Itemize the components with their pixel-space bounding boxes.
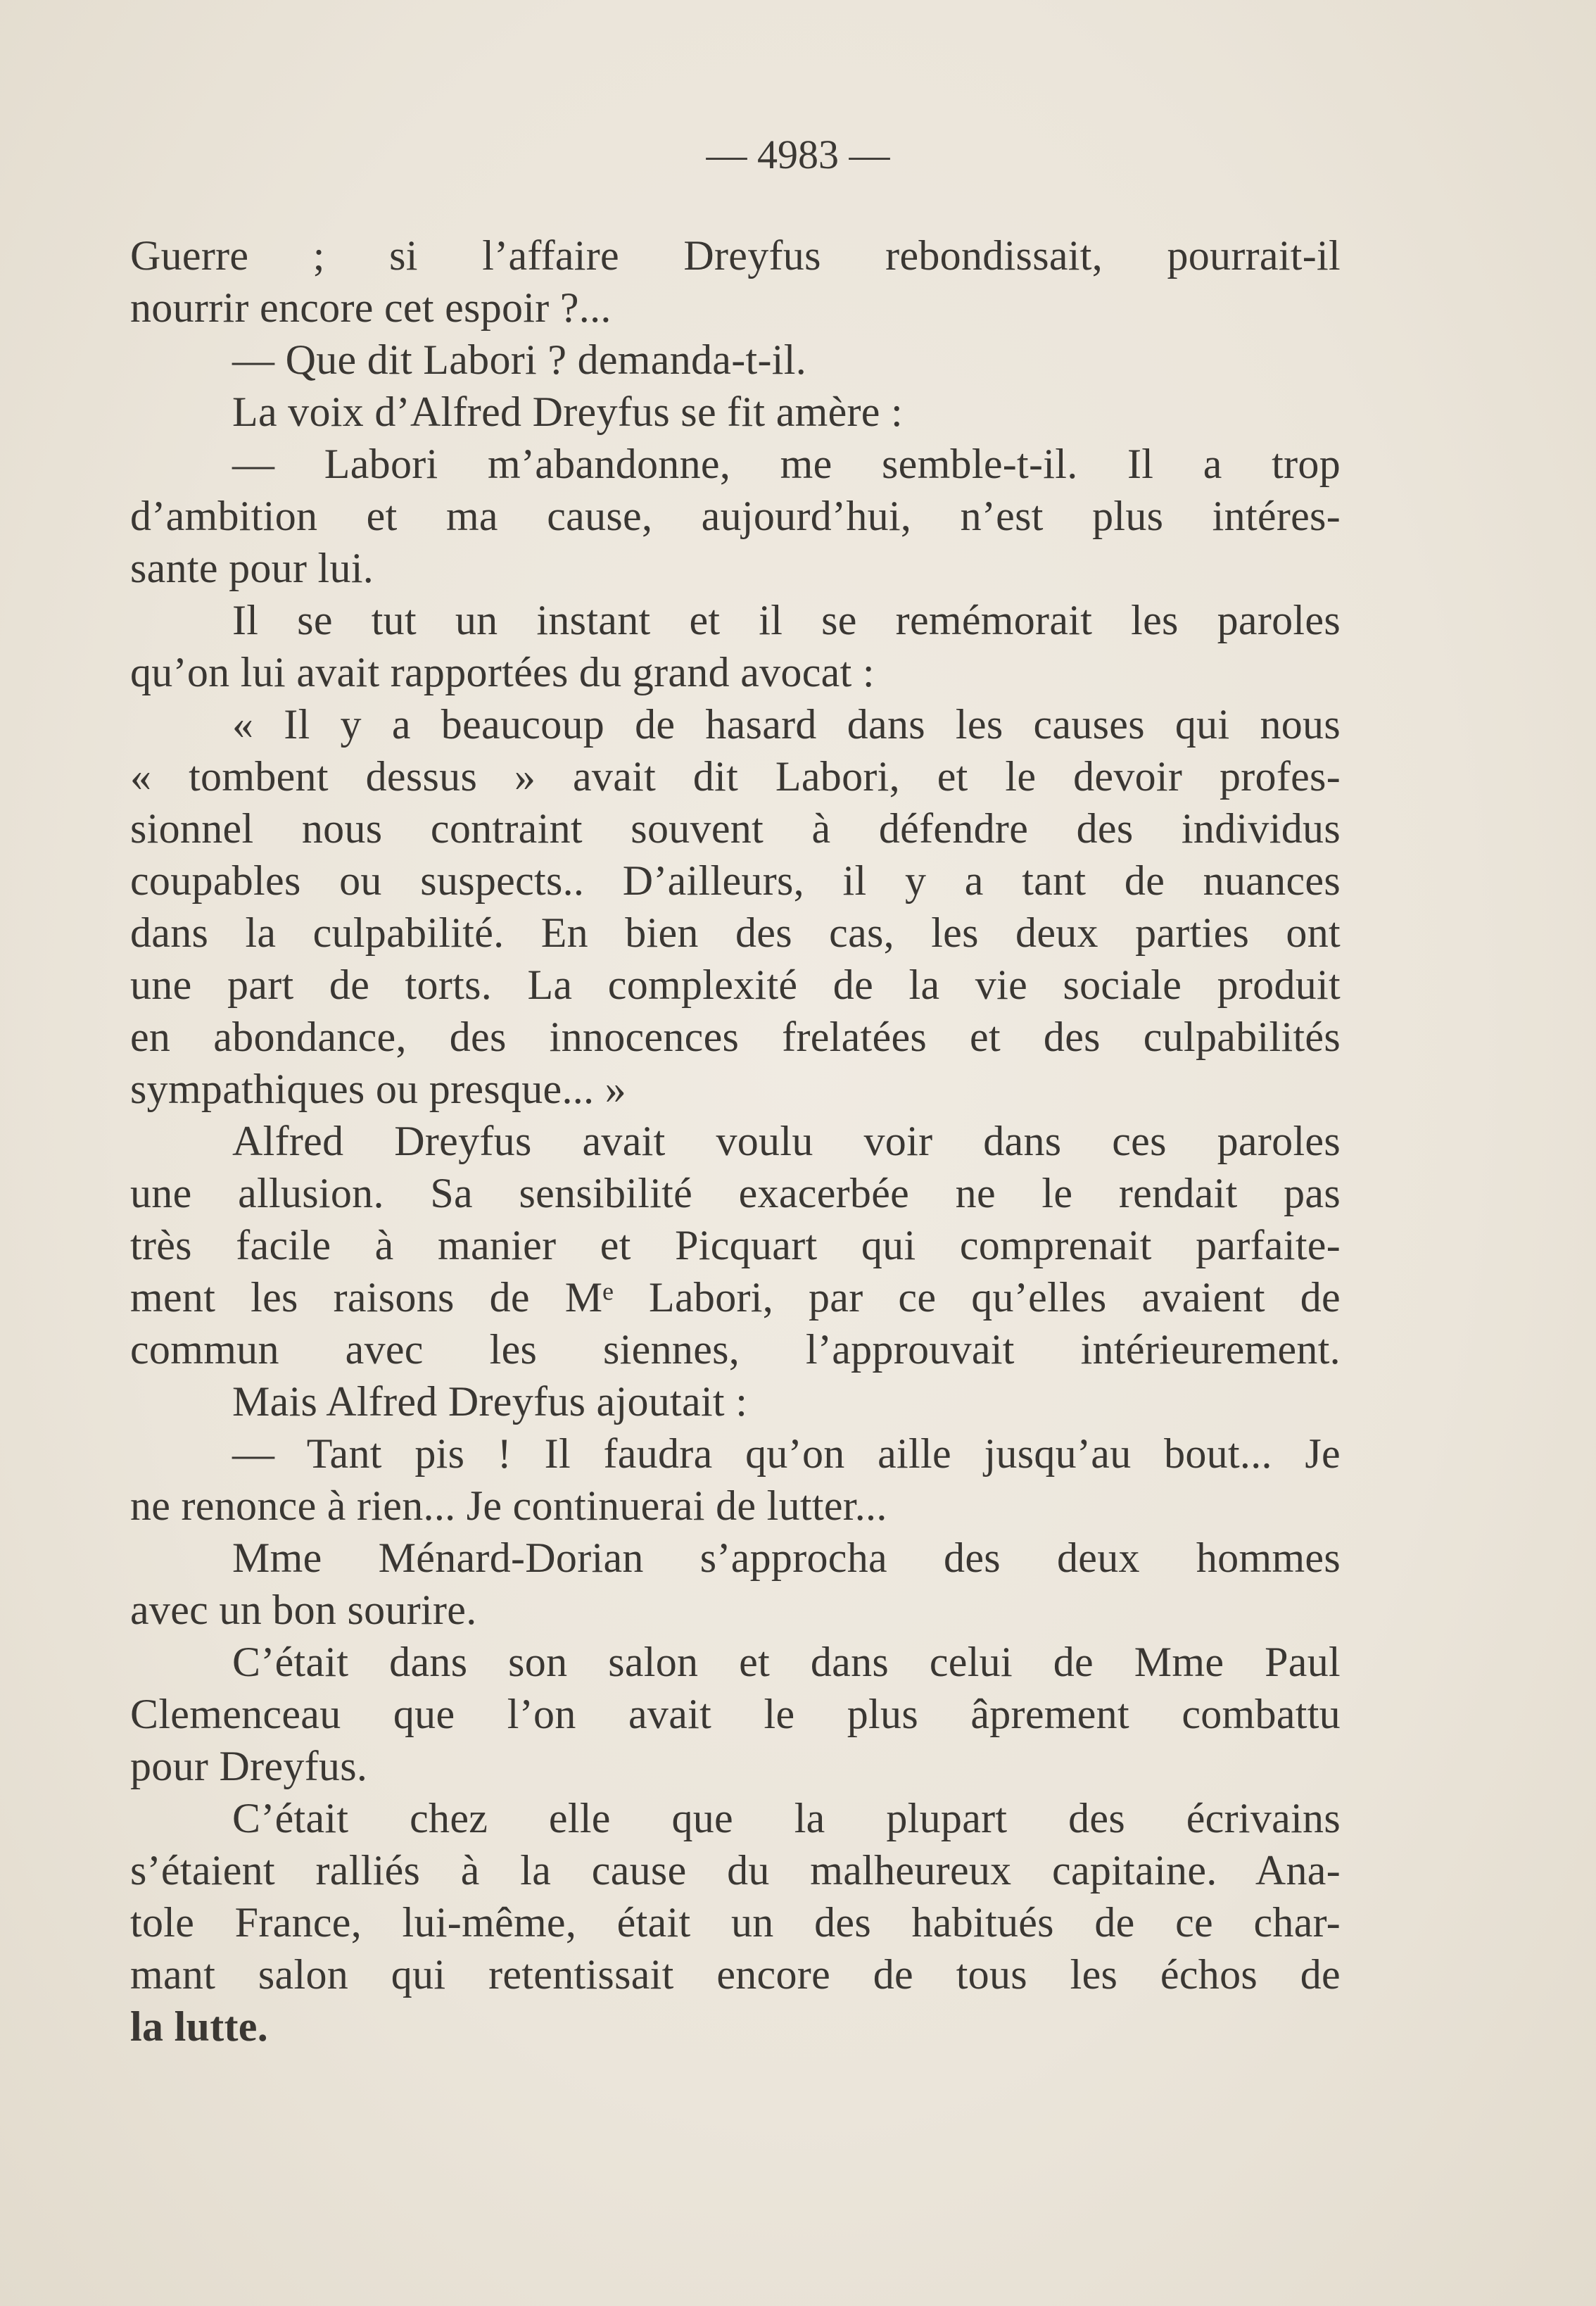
text-line: la lutte. <box>130 2003 269 2050</box>
text-line: ne renonce à rien... Je continuerai de lutter... <box>130 1482 887 1529</box>
text-line: coupables ou suspects.. D’ailleurs, il y a tant de nuances <box>130 857 1341 904</box>
text-line: sympathiques ou presque... » <box>130 1066 626 1112</box>
text-line: s’étaient ralliés à la cause du malheureux capitaine. Ana- <box>130 1847 1341 1894</box>
text-line: Alfred Dreyfus avait voulu voir dans ces paroles <box>232 1118 1341 1164</box>
text-line: mant salon qui retentissait encore de tous les échos de <box>130 1951 1341 1998</box>
text-line: ment les raisons de Mᵉ Labori, par ce qu’elles avaient de <box>130 1274 1341 1321</box>
text-line: une allusion. Sa sensibilité exacerbée ne le rendait pas <box>130 1170 1341 1216</box>
text-line: qu’on lui avait rapportées du grand avocat : <box>130 649 875 695</box>
text-line: pour Dreyfus. <box>130 1743 368 1789</box>
text-line: Mais Alfred Dreyfus ajoutait : <box>232 1378 748 1425</box>
text-line: une part de torts. La complexité de la vie sociale produit <box>130 962 1341 1008</box>
text-line: — Labori m’abandonne, me semble-t-il. Il a trop <box>232 441 1341 487</box>
text-line: Guerre ; si l’affaire Dreyfus rebondissait, pourrait-il <box>130 232 1341 279</box>
text-line: « tombent dessus » avait dit Labori, et le devoir profes- <box>130 753 1341 800</box>
text-line: La voix d’Alfred Dreyfus se fit amère : <box>232 389 904 435</box>
text-line: — Que dit Labori ? demanda-t-il. <box>232 336 806 383</box>
text-line: « Il y a beaucoup de hasard dans les causes qui nous <box>232 701 1341 748</box>
text-line: sante pour lui. <box>130 545 374 591</box>
text-line: sionnel nous contraint souvent à défendre des individus <box>130 805 1341 852</box>
page-number: — 4983 — <box>706 132 890 177</box>
text-line: commun avec les siennes, l’approuvait intérieurement. <box>130 1326 1341 1373</box>
text-line: en abondance, des innocences frelatées et des culpabilités <box>130 1014 1341 1060</box>
body-text <box>130 229 1341 2053</box>
text-line: — Tant pis ! Il faudra qu’on aille jusqu’au bout... Je <box>232 1430 1341 1477</box>
text-line: C’était dans son salon et dans celui de Mme Paul <box>232 1639 1341 1685</box>
text-line: C’était chez elle que la plupart des écrivains <box>232 1795 1341 1841</box>
text-line: Il se tut un instant et il se remémorait les paroles <box>232 597 1341 643</box>
text-line: dans la culpabilité. En bien des cas, les deux parties ont <box>130 909 1341 956</box>
text-line: très facile à manier et Picquart qui comprenait parfaite- <box>130 1222 1341 1268</box>
text-line: nourrir encore cet espoir ?... <box>130 284 612 331</box>
text-line: tole France, lui-même, était un des habitués de ce char- <box>130 1899 1341 1946</box>
text-line: avec un bon sourire. <box>130 1587 477 1633</box>
text-line: Clemenceau que l’on avait le plus âprement combattu <box>130 1691 1341 1737</box>
text-line: Mme Ménard-Dorian s’approcha des deux hommes <box>232 1535 1341 1581</box>
text-line: d’ambition et ma cause, aujourd’hui, n’est plus intéres- <box>130 493 1341 539</box>
